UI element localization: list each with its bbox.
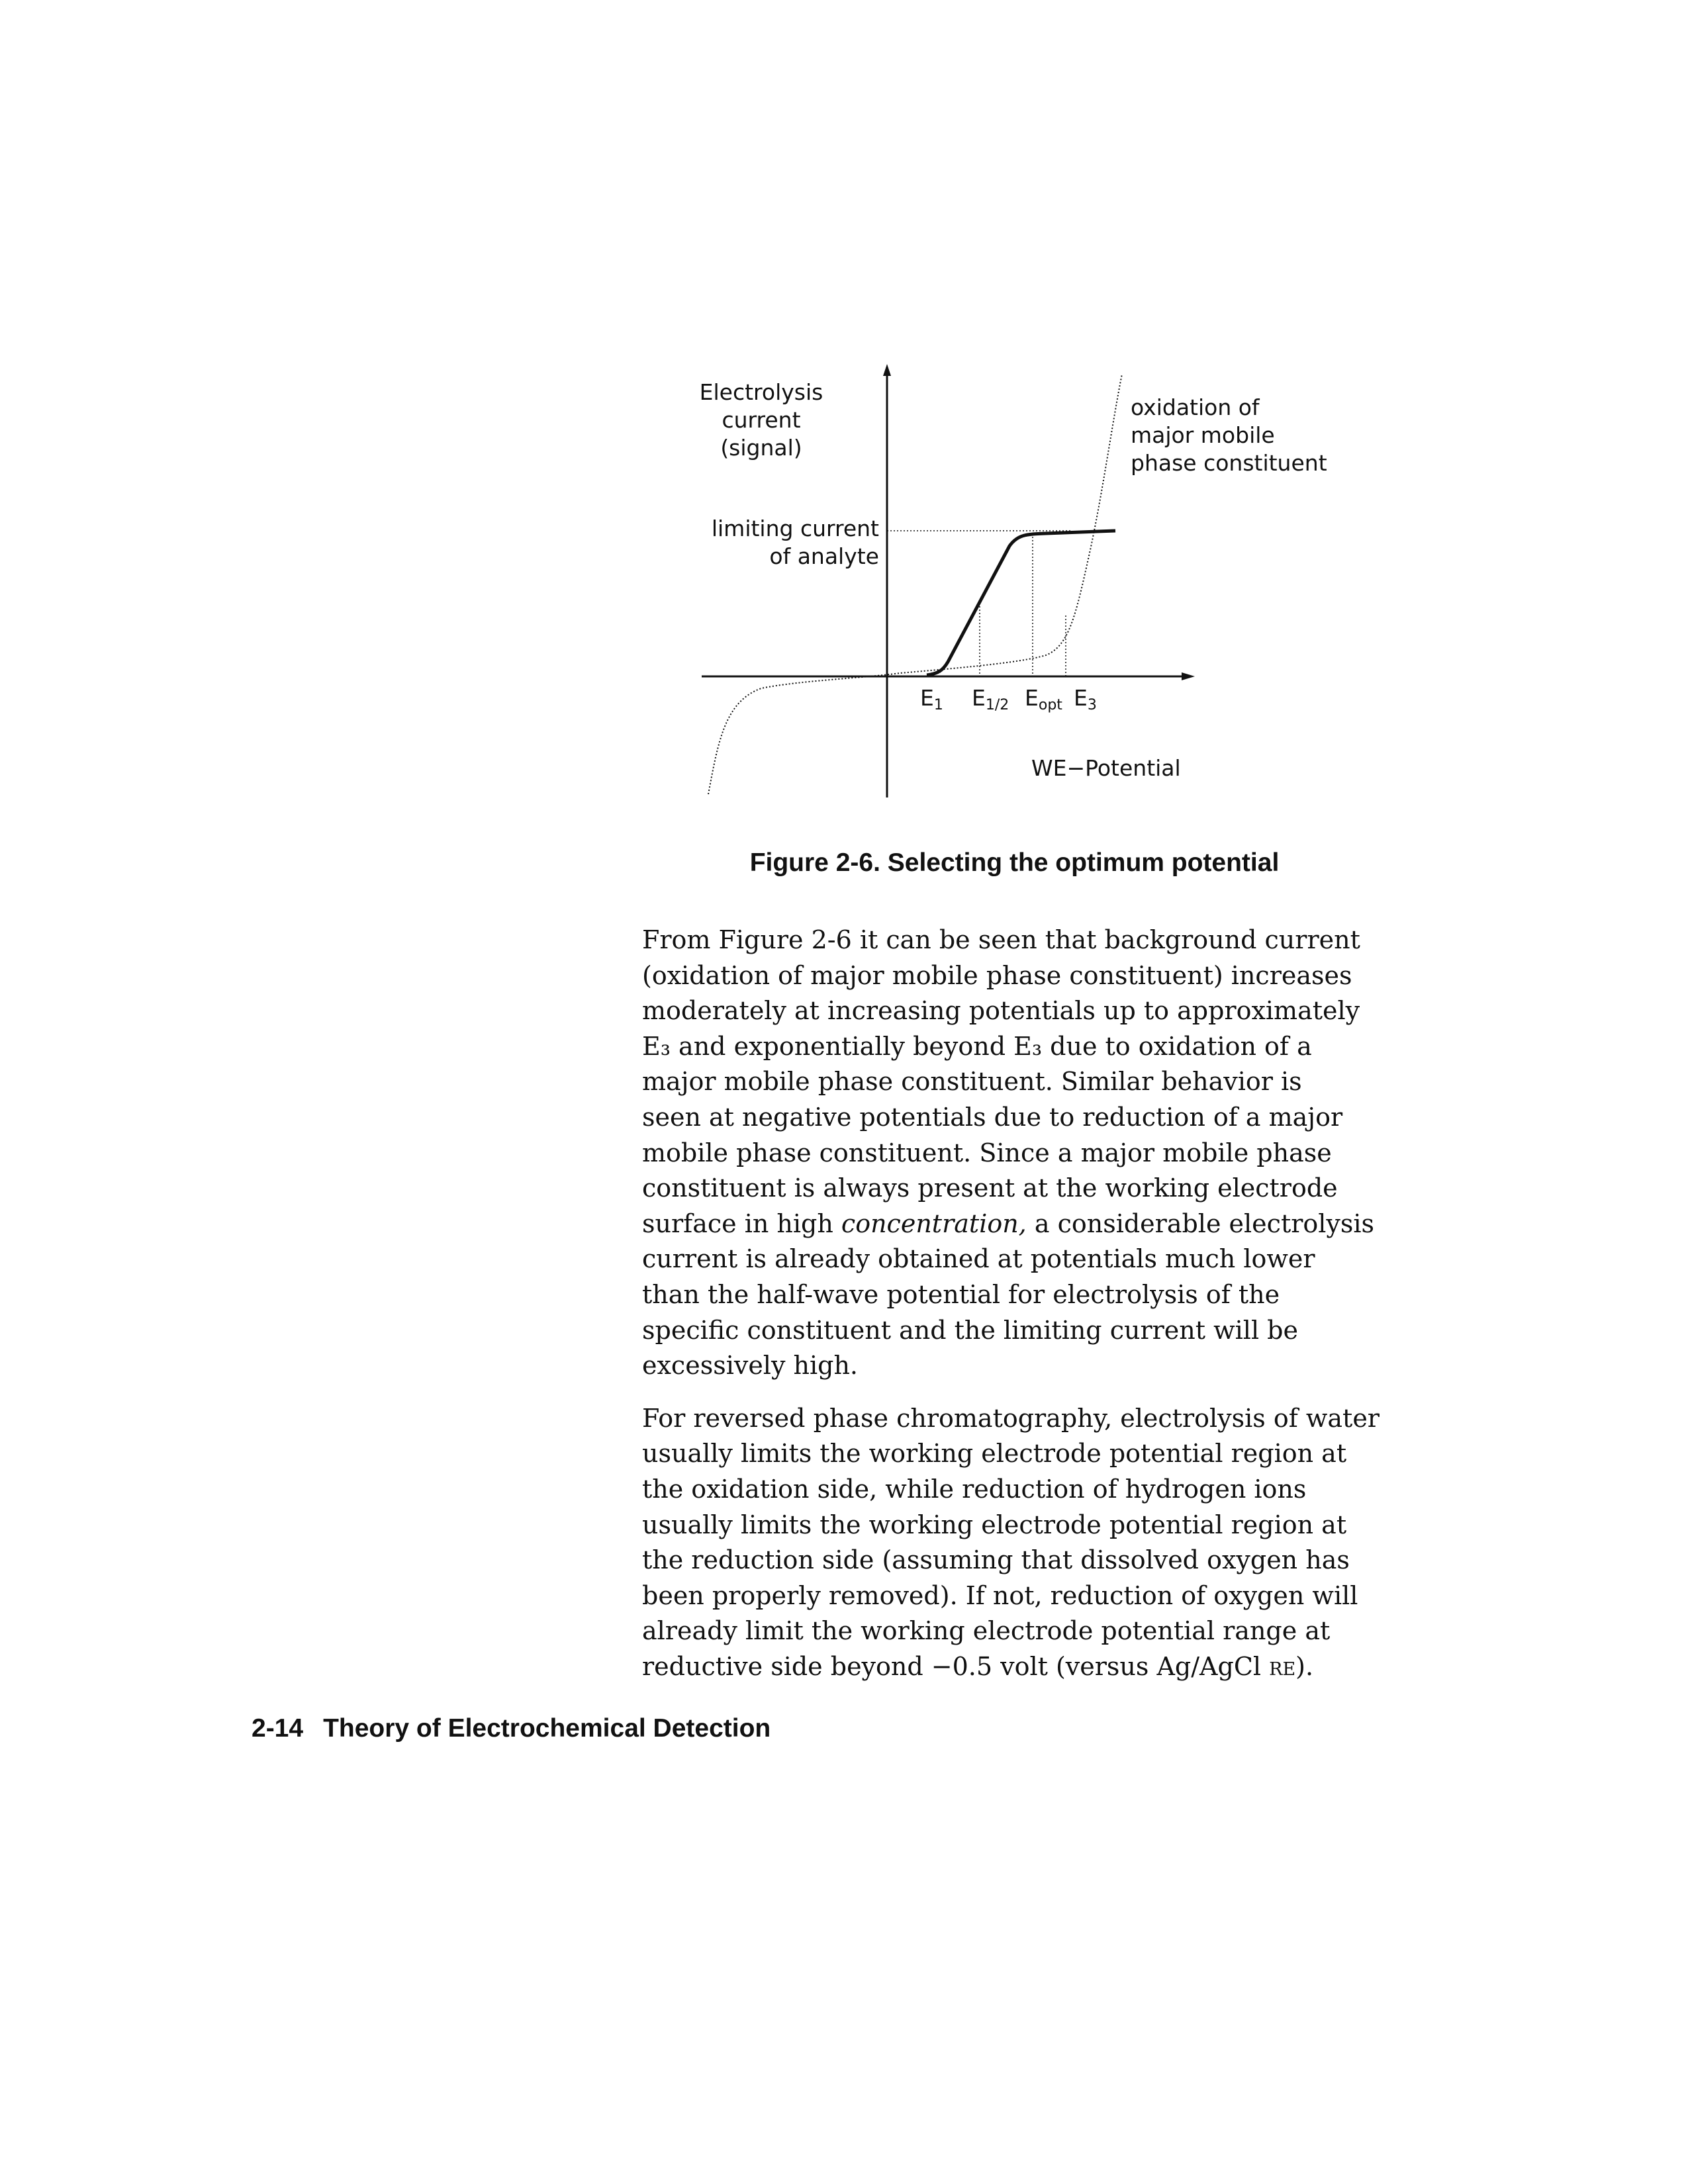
limiting-current-label: limiting current of analyte	[711, 516, 879, 569]
x-axis-arrow	[1182, 672, 1195, 680]
chapter-title: Theory of Electrochemical Detection	[323, 1714, 771, 1743]
paragraph-2: For reversed phase chromatography, electrolysis of water usually limits the working electrode potential region at the oxidation side, while reduction of hydrogen ions usually limits the working electrode potential region at the reduction side (assuming that dissolved oxygen has been properly removed). If not, reduction of oxygen will already limit the working electrode potential range at reductive side beyond −0.5 volt (versus Ag/AgCl re).	[642, 1403, 1380, 1681]
tick-e1: $E_1$	[920, 685, 943, 713]
page-footer	[252, 1714, 771, 1743]
tick-e3: $E_3$	[1074, 685, 1097, 713]
tick-e-half: $E_{1/2}$	[972, 685, 1009, 713]
body-text	[642, 923, 1397, 1702]
x-axis-label: WE−Potential	[1031, 755, 1181, 781]
figure-caption: Figure 2-6. Selecting the optimum potential	[749, 848, 1280, 877]
page-number: 2-14	[252, 1714, 304, 1743]
tick-e-opt: $E_{opt}$	[1025, 685, 1062, 713]
analyte-wave-curve	[927, 531, 1115, 675]
paragraph-1: From Figure 2-6 it can be seen that background current (oxidation of major mobile phase constituent) increases moderately at increasing potentials up to approximately E₃ and exponentially beyond E₃ due to oxidation of a major mobile phase constituent. Similar behavior is seen at negative potentials due to reduction of a major mobile phase constituent. Since a major mobile phase constituent is always present at the working electrode surface in high concentration, a considerable electrolysis current is already obtained at potentials much lower than the half-wave potential for electrolysis of the specific constituent and the limiting current will be excessively high.	[642, 925, 1375, 1381]
y-axis-arrow	[883, 364, 891, 376]
oxidation-label: oxidation of major mobile phase constituent	[1131, 394, 1327, 476]
y-axis-label: Electrolysis current (signal)	[699, 379, 823, 461]
figure-2-6	[688, 357, 1357, 821]
